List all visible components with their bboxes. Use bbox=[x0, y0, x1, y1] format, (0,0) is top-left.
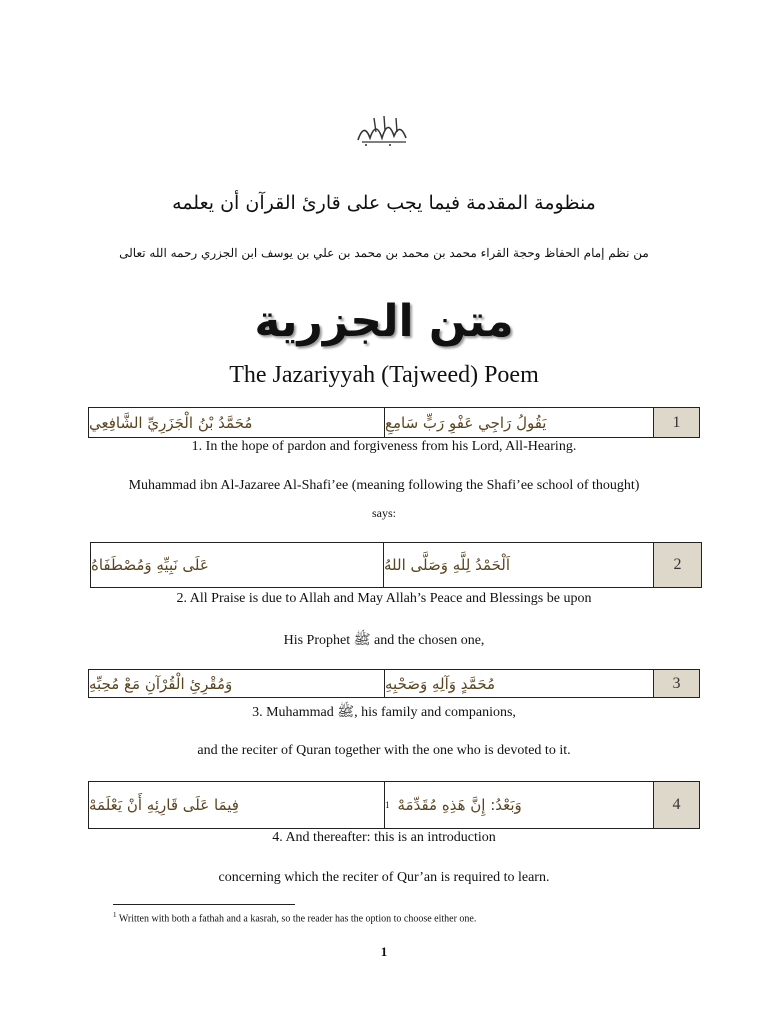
verse-first-hemistich-text: وَبَعْدُ: إِنَّ هَذِهِ مُقَدِّمَهْ bbox=[397, 796, 522, 814]
basmala-calligraphy bbox=[354, 112, 414, 148]
translation-line: and the reciter of Quran together with the one who is devoted to it. bbox=[197, 743, 571, 758]
verse-number: 3 bbox=[654, 670, 699, 697]
translation-line: 1. In the hope of pardon and forgiveness from his Lord, All-Hearing. bbox=[191, 439, 577, 454]
footnote-number: 1 bbox=[113, 911, 117, 919]
page-number: 1 bbox=[380, 944, 388, 959]
verse-first-hemistich: اَلْحَمْدُ لِلَّهِ وَصَلَّى اللهُ bbox=[384, 543, 654, 587]
footnote-text: Written with both a fathah and a kasrah, so the reader has the option to choose either one. bbox=[118, 913, 477, 925]
footnote-marker[interactable]: 1 bbox=[385, 800, 390, 810]
translation-line: 3. Muhammad ﷺ, his family and companions, bbox=[252, 705, 516, 720]
verse-number: 1 bbox=[654, 408, 699, 437]
english-title: The Jazariyyah (Tajweed) Poem bbox=[229, 362, 539, 388]
intro-title: منظومة المقدمة فيما يجب على قارئ القرآن أن يعلمه bbox=[172, 192, 596, 214]
verse-row-1 bbox=[88, 407, 700, 438]
verse-second-hemistich: مُحَمَّدُ بْنُ الْجَزَرِيِّ الشَّافِعِي bbox=[89, 408, 385, 437]
intro-subtitle: من نظم إمام الحفاظ وحجة القراء محمد بن محمد بن محمد بن علي بن يوسف ابن الجزري رحمه الله تعالى bbox=[119, 246, 649, 260]
translation-line: concerning which the reciter of Qur’an is required to learn. bbox=[218, 870, 550, 885]
verse-number: 2 bbox=[654, 543, 701, 587]
verse-number: 4 bbox=[654, 782, 699, 828]
verse-row-3 bbox=[88, 669, 700, 698]
verse-second-hemistich: فِيمَا عَلَى قَارِئِهِ أَنْ يَعْلَمَهْ bbox=[89, 782, 385, 828]
verse-row-2 bbox=[90, 542, 702, 588]
translation-line: Muhammad ibn Al-Jazaree Al-Shafi’ee (meaning following the Shafi’ee school of thought) bbox=[128, 478, 640, 493]
footnote-separator bbox=[113, 904, 295, 905]
main-title: متن الجزرية bbox=[254, 296, 514, 347]
verse-second-hemistich: وَمُقْرِئِ الْقُرْآنِ مَعْ مُحِبِّهِ bbox=[89, 670, 385, 697]
translation-line: 4. And thereafter: this is an introduction bbox=[272, 830, 496, 845]
translation-line: His Prophet ﷺ and the chosen one, bbox=[283, 633, 485, 648]
verse-row-4 bbox=[88, 781, 700, 829]
translation-line: says: bbox=[372, 506, 396, 520]
verse-first-hemistich bbox=[385, 782, 654, 828]
footnote bbox=[113, 911, 476, 924]
translation-line: 2. All Praise is due to Allah and May Allah’s Peace and Blessings be upon bbox=[176, 591, 592, 606]
verse-first-hemistich: مُحَمَّدٍ وَآلِهِ وَصَحْبِهِ bbox=[385, 670, 654, 697]
verse-second-hemistich: عَلَى نَبِيِّهِ وَمُصْطَفَاهُ bbox=[91, 543, 384, 587]
verse-first-hemistich: يَقُولُ رَاجِي عَفْوِ رَبٍّ سَامِعِ bbox=[385, 408, 654, 437]
